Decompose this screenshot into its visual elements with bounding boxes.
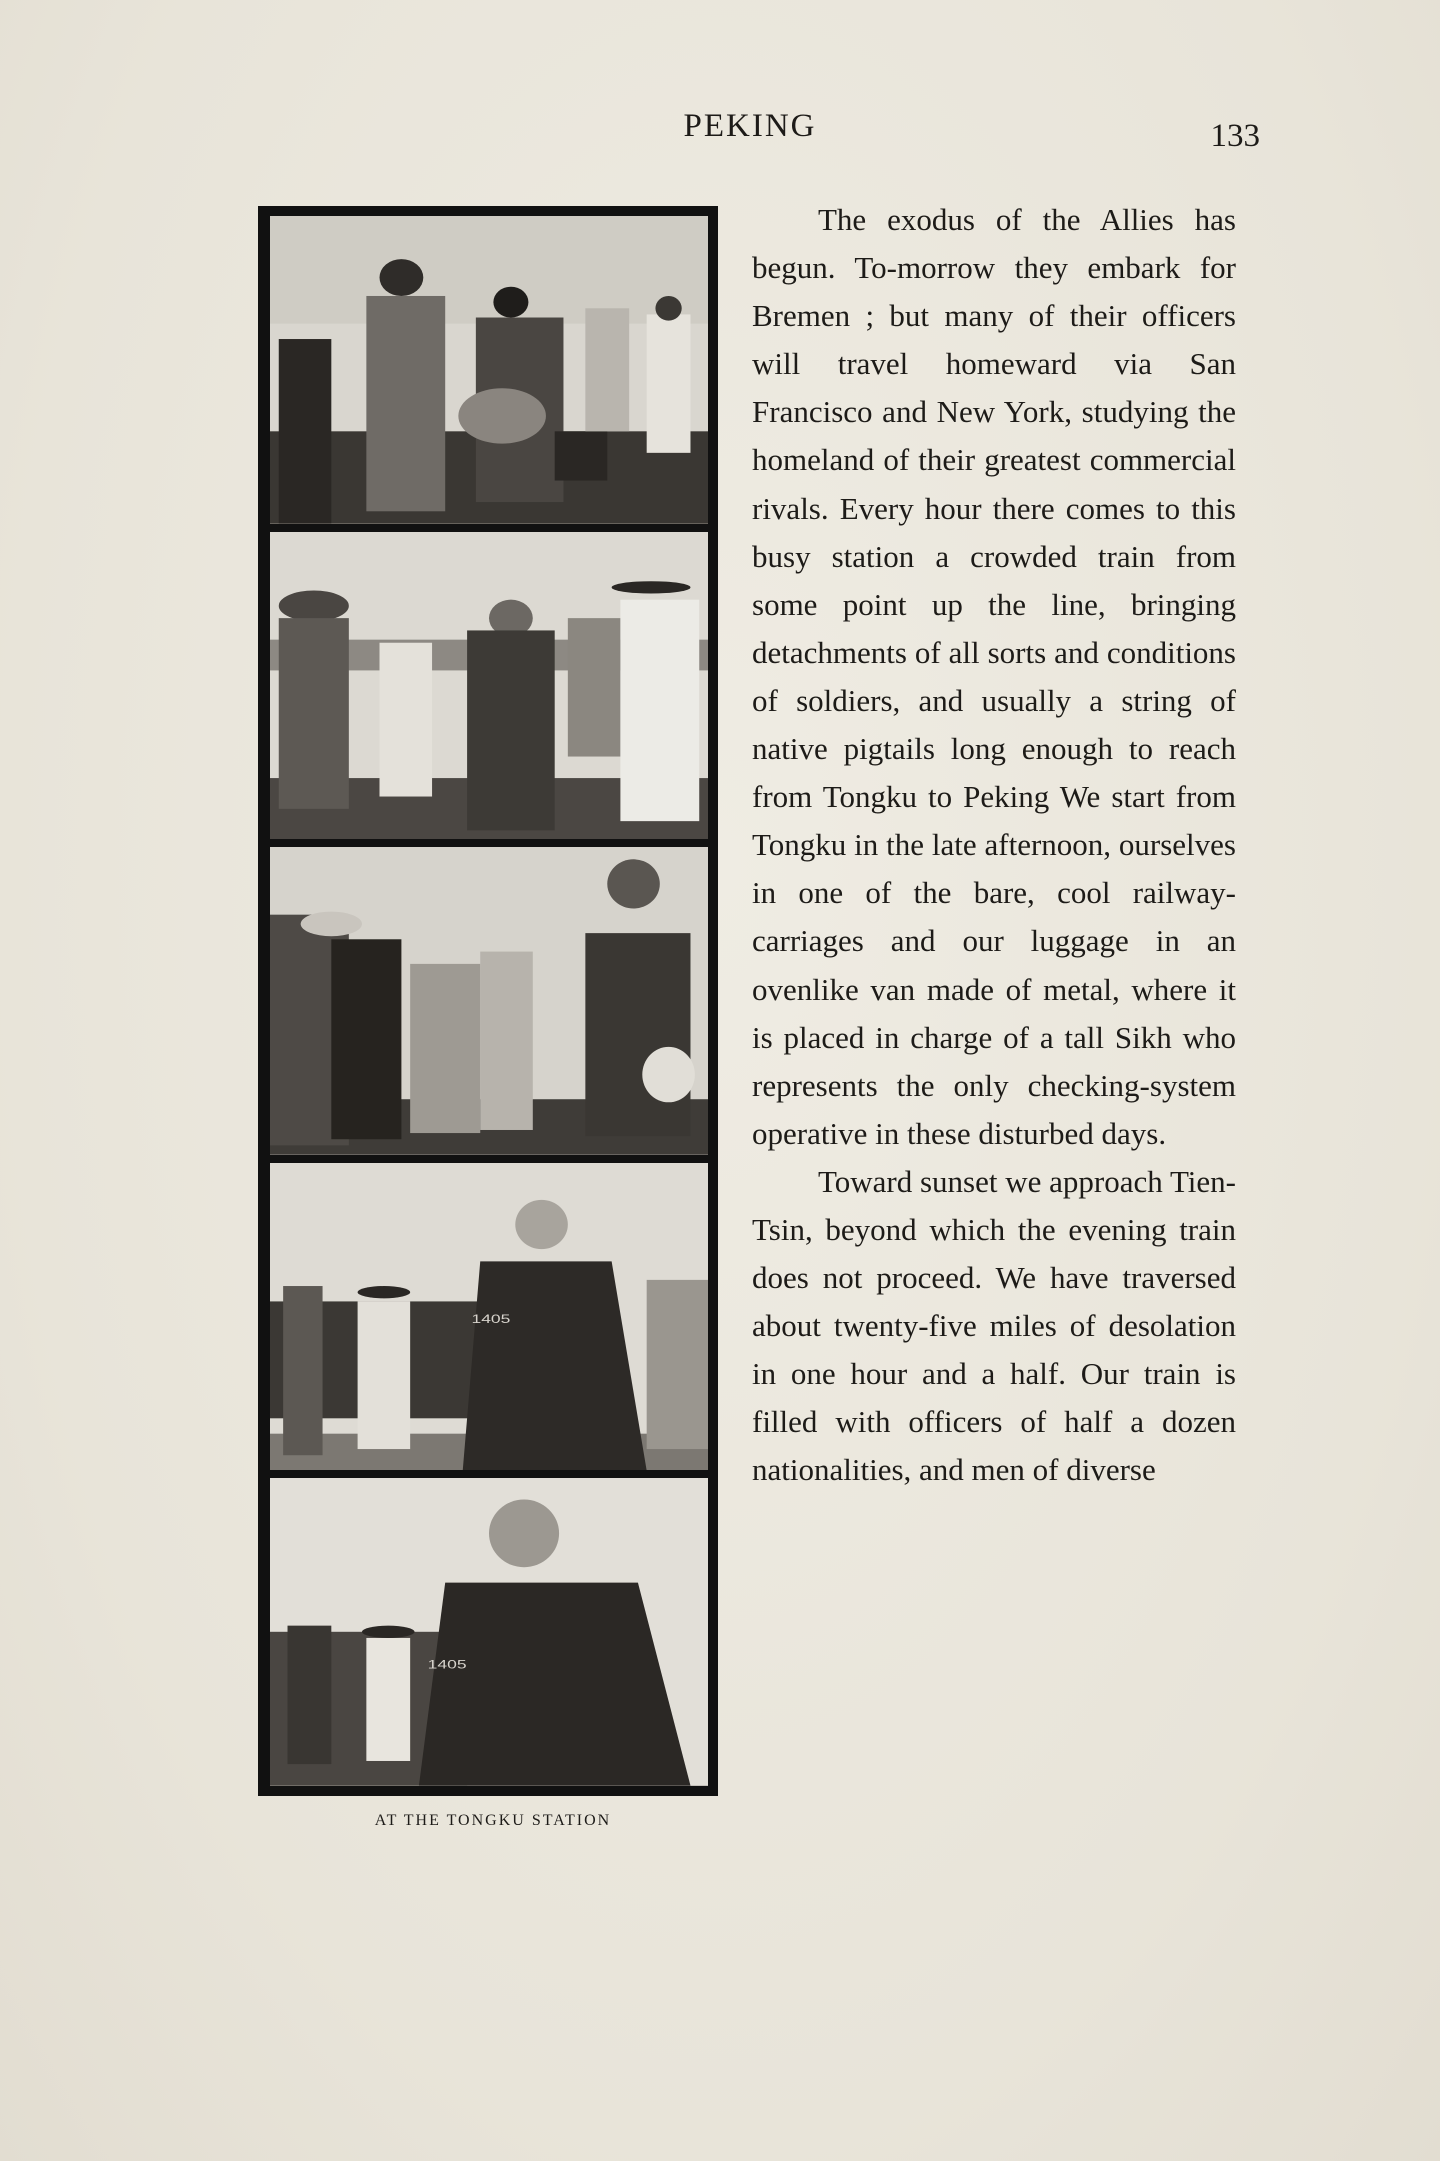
photo-frame-3	[270, 847, 708, 1155]
photo-strip-figure	[258, 206, 718, 1796]
photo-frame-1	[270, 216, 708, 524]
paragraph-2: Toward sunset we approach Tien-Tsin, beyond which the evening train does not proceed. We have traversed about twenty-five miles of desolation in one hour and a half. Our train is filled with officers of half a dozen nationalities, and men of diverse	[752, 1163, 1236, 1488]
photo-frame-2	[270, 532, 708, 840]
photo-frame-5	[270, 1478, 708, 1786]
paragraph-1: The exodus of the Allies has begun. To-morrow they embark for Bremen ; but many of their officers will travel homeward via San Francisco and New York, studying the homeland of their greatest commercial rivals. Every hour there comes to this busy station a crowded train from some point up the line, bringing detachments of all sorts and conditions of soldiers, and usually a string of native pigtails long enough to reach from Tongku to Peking We start from Tongku in the late afternoon, ourselves in one of the bare, cool railway-carriages and our luggage in an ovenlike van made of metal, where it is placed in charge of a tall Sikh who represents the only checking-system operative in these disturbed days.	[752, 202, 1236, 1151]
running-head-title: PEKING	[683, 108, 817, 144]
body-text-column	[752, 196, 1236, 1495]
train-car-number: 1405	[471, 1312, 511, 1326]
train-car-number-2: 1405	[427, 1658, 467, 1673]
figure-caption: AT THE TONGKU STATION	[374, 1812, 612, 1829]
page-number: 133	[1210, 118, 1260, 154]
photo-frame-4	[270, 1163, 708, 1471]
